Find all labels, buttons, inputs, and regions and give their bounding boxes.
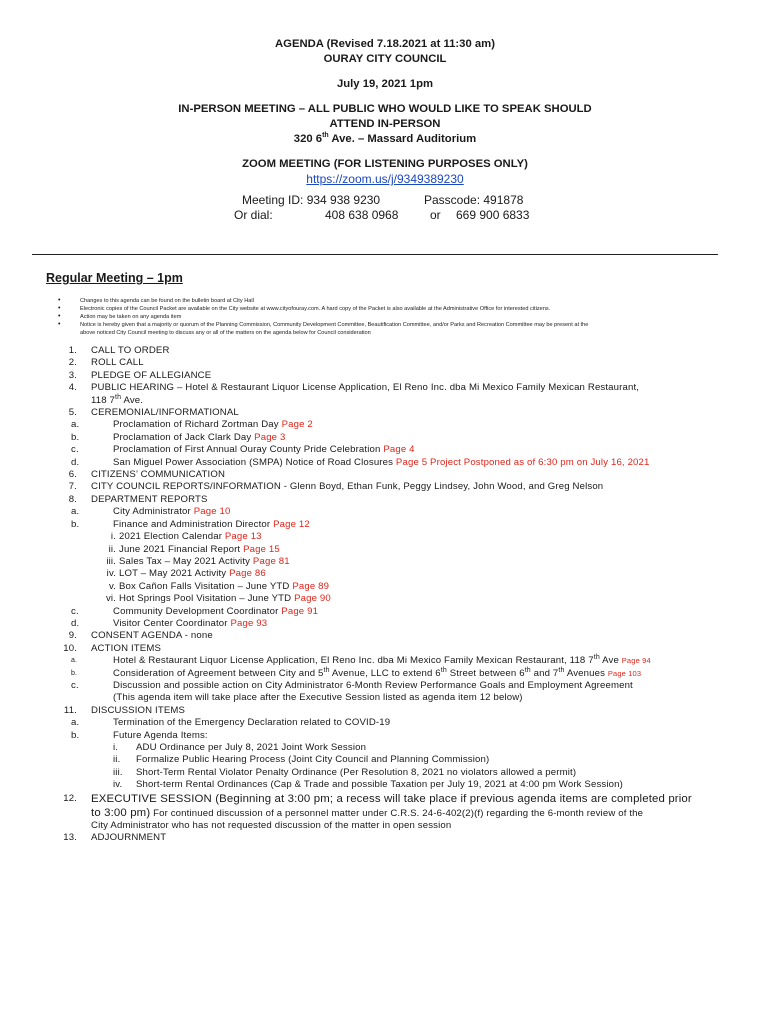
- agenda-header: [0, 37, 770, 223]
- agenda-subsubitem: ii. June 2021 Financial Report Page 15: [108, 543, 280, 555]
- inperson-line-2: ATTEND IN-PERSON: [329, 118, 441, 130]
- agenda-item: 7. CITY COUNCIL REPORTS/INFORMATION - Glenn Boyd, Ethan Funk, Peggy Lindsey, John Wood, and Greg Nelson: [68, 481, 604, 493]
- agenda-subitem: b. Finance and Administration Director Page 12: [71, 518, 310, 530]
- agenda-subitem: a. City Administrator Page 10: [71, 506, 231, 518]
- agenda-subsubitem: iv. Short-term Rental Ordinances (Cap & Trade and possible Taxation per July 19, 2021 at 4:00 pm Work Session): [113, 779, 623, 791]
- agenda-subsubitem: iii. Sales Tax – May 2021 Activity Page 81: [106, 555, 290, 567]
- agenda-item: 8. DEPARTMENT REPORTS: [68, 493, 208, 505]
- agenda-subsubitem: vi. Hot Springs Pool Visitation – June YTD Page 90: [105, 593, 331, 605]
- agenda-subsubitem: i. 2021 Election Calendar Page 13: [110, 531, 262, 543]
- agenda-subitem: d. Visitor Center Coordinator Page 93: [71, 617, 268, 629]
- phone-number-2: 669 900 6833: [456, 208, 530, 222]
- page-ref: Page 10: [193, 506, 231, 518]
- note-item-continued: above noticed City Council meeting to discuss any or all of the matters on the agenda below for Council consideration: [80, 330, 371, 337]
- agenda-item: 4. PUBLIC HEARING – Hotel & Restaurant Liquor License Application, El Reno Inc. dba Mi Mexico Family Mexican Restaurant,: [68, 382, 640, 394]
- agenda-subitem-continued: (This agenda item will take place after the Executive Session listed as agenda item 12 below): [113, 692, 523, 704]
- agenda-subitem: c. Discussion and possible action on City Administrator 6-Month Review Performance Goals and Employment Agreement: [71, 679, 633, 691]
- page-ref: Page 94: [621, 656, 651, 666]
- agenda-item: 5. CEREMONIAL/INFORMATIONAL: [68, 407, 239, 419]
- page-ref: Page 15: [243, 543, 280, 555]
- agenda-item: 13. ADJOURNMENT: [63, 832, 167, 844]
- page-ref: Page 12: [273, 518, 310, 530]
- meeting-date: July 19, 2021 1pm: [336, 78, 434, 90]
- agenda-subsubitem: ii. Formalize Public Hearing Process (Joint City Council and Planning Commission): [113, 754, 490, 766]
- page-ref: Page 13: [224, 531, 262, 543]
- page-ref: Page 93: [230, 617, 268, 629]
- note-item: • Notice is hereby given that a majority or quorum of the Planning Commission, Community Development Committee, Beautification Committee, and/or Parks and Recreation Committee may be present at the: [58, 321, 589, 329]
- dial-row: [0, 208, 770, 223]
- note-item: • Action may be taken on any agenda item: [58, 313, 182, 321]
- page-ref: Page 5 Project Postponed as of 6:30 pm on July 16, 2021: [395, 456, 650, 468]
- council-name: OURAY CITY COUNCIL: [323, 53, 447, 65]
- or-dial-label: Or dial:: [234, 208, 273, 222]
- or-label: or: [430, 208, 441, 222]
- agenda-title: AGENDA (Revised 7.18.2021 at 11:30 am): [275, 38, 495, 50]
- meeting-id: Meeting ID: 934 938 9230: [242, 193, 381, 207]
- agenda-subitem: b. Future Agenda Items:: [71, 729, 208, 741]
- page-ref: Page 90: [294, 593, 331, 605]
- meeting-id-row: [0, 193, 770, 208]
- page-ref: Page 2: [281, 419, 313, 431]
- inperson-line-1: IN-PERSON MEETING – ALL PUBLIC WHO WOULD LIKE TO SPEAK SHOULD: [178, 103, 592, 115]
- agenda-subitem: a. Termination of the Emergency Declaration related to COVID-19: [71, 717, 391, 729]
- agenda-subsubitem: v. Box Cañon Falls Visitation – June YTD Page 89: [108, 580, 330, 592]
- agenda-subitem: a. Proclamation of Richard Zortman Day Page 2: [71, 419, 313, 431]
- agenda-subitem: c. Community Development Coordinator Page 91: [71, 605, 319, 617]
- notes-list: [58, 297, 718, 337]
- page-ref: Page 3: [254, 431, 286, 443]
- section-title: Regular Meeting – 1pm: [46, 271, 183, 285]
- passcode: Passcode: 491878: [424, 193, 524, 207]
- agenda-item: 11. DISCUSSION ITEMS: [63, 704, 186, 716]
- agenda-subitem: b. Proclamation of Jack Clark Day Page 3: [71, 431, 286, 443]
- agenda-item: 9. CONSENT AGENDA - none: [68, 630, 213, 642]
- agenda-subsubitem: i. ADU Ordinance per July 8, 2021 Joint Work Session: [113, 742, 367, 753]
- page-ref: Page 4: [383, 444, 415, 456]
- agenda-subitem: d. San Miguel Power Association (SMPA) Notice of Road Closures Page 5 Project Postponed as of 6:30 pm on July 16, 2021: [71, 456, 650, 468]
- page-ref: Page 89: [292, 580, 330, 592]
- agenda-item: 3. PLEDGE OF ALLEGIANCE: [68, 369, 212, 381]
- agenda-item: 12. EXECUTIVE SESSION (Beginning at 3:00 pm; a recess will take place if previous agenda items are completed prior: [63, 792, 692, 805]
- agenda-item: 6. CITIZENS’ COMMUNICATION: [68, 469, 226, 481]
- page-ref: Page 81: [252, 555, 290, 567]
- agenda-item-continued: 118 7th Ave.: [91, 393, 144, 406]
- divider-rule: [32, 254, 718, 255]
- agenda-item-continued: to 3:00 pm) For continued discussion of a personnel matter under C.R.S. 24-6-402(2)(f) regarding the 6-month review of the: [91, 806, 644, 819]
- zoom-link[interactable]: https://zoom.us/j/9349389230: [306, 172, 464, 186]
- agenda-list: [0, 345, 770, 845]
- page-ref: Page 91: [281, 605, 319, 617]
- note-item: • Electronic copies of the Council Packet are available on the City website at www.cityofouray.com. A hard copy of the Packet is also available at the Administrative Office for interested citizens.: [58, 305, 551, 313]
- agenda-item: 2. ROLL CALL: [68, 357, 144, 369]
- note-item: • Changes to this agenda can be found on the bulletin board at City Hall: [58, 297, 254, 304]
- agenda-item-continued: City Administrator who has not requested discussion of the matter in open session: [91, 820, 452, 832]
- agenda-subitem: b. Consideration of Agreement between City and 5th Avenue, LLC to extend 6th Street between 6th and 7th Avenues Page 103: [71, 666, 642, 679]
- agenda-item: 10. ACTION ITEMS: [63, 642, 162, 654]
- agenda-subsubitem: iii. Short-Term Rental Violator Penalty Ordinance (Per Resolution 8, 2021 no violators allowed a permit): [113, 766, 577, 778]
- phone-number-1: 408 638 0968: [325, 208, 399, 222]
- agenda-subitem: a. Hotel & Restaurant Liquor License Application, El Reno Inc. dba Mi Mexico Family Mexican Restaurant, 118 7th Ave Page 94: [71, 653, 651, 667]
- zoom-heading: ZOOM MEETING (FOR LISTENING PURPOSES ONLY): [242, 158, 528, 170]
- agenda-item: 1. CALL TO ORDER: [68, 345, 170, 356]
- page-ref: Page 103: [607, 668, 642, 678]
- agenda-subitem: c. Proclamation of First Annual Ouray County Pride Celebration Page 4: [71, 444, 415, 456]
- agenda-subsubitem: iv. LOT – May 2021 Activity Page 86: [106, 568, 266, 580]
- page-ref: Page 86: [229, 568, 266, 580]
- meeting-address: 320 6th Ave. – Massard Auditorium: [293, 132, 477, 145]
